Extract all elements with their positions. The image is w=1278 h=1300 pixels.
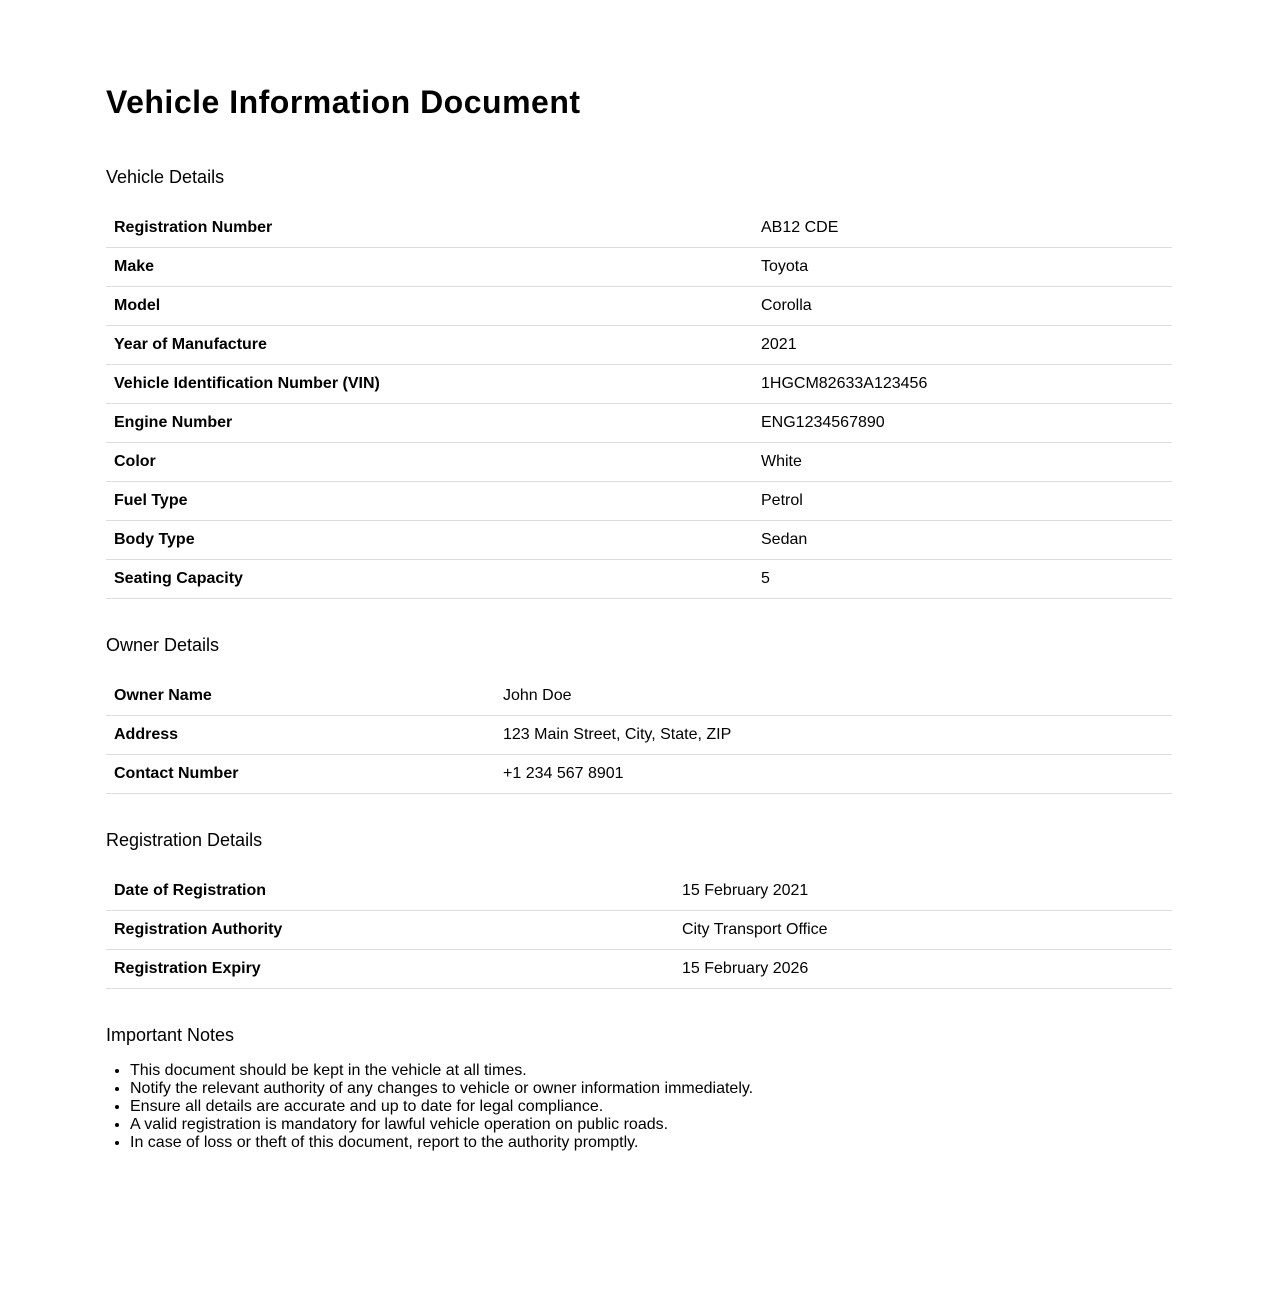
list-item: • Notify the relevant authority of any changes to vehicle or owner information immediately. xyxy=(130,1080,1172,1098)
field-label: Owner Name xyxy=(106,677,495,716)
field-value: Petrol xyxy=(753,482,1172,521)
table-row xyxy=(106,248,1172,287)
field-value: John Doe xyxy=(495,677,1172,716)
table-row xyxy=(106,365,1172,404)
field-label: Address xyxy=(106,716,495,755)
document-title: Vehicle Information Document xyxy=(106,84,581,120)
field-label: Year of Manufacture xyxy=(106,326,753,365)
field-label: Seating Capacity xyxy=(106,560,753,599)
list-item: • Ensure all details are accurate and up to date for legal compliance. xyxy=(130,1098,1172,1116)
list-item: • In case of loss or theft of this document, report to the authority promptly. xyxy=(130,1134,1172,1152)
field-label: Engine Number xyxy=(106,404,753,443)
table-row xyxy=(106,326,1172,365)
table-row xyxy=(106,716,1172,755)
table-row xyxy=(106,950,1172,989)
field-label: Registration Authority xyxy=(106,911,674,950)
important-notes-list xyxy=(106,1062,1172,1152)
important-notes-heading: Important Notes xyxy=(106,1025,235,1045)
field-label: Body Type xyxy=(106,521,753,560)
field-label: Color xyxy=(106,443,753,482)
field-value: 123 Main Street, City, State, ZIP xyxy=(495,716,1172,755)
field-label: Make xyxy=(106,248,753,287)
field-value: 15 February 2026 xyxy=(674,950,1172,989)
field-value: 1HGCM82633A123456 xyxy=(753,365,1172,404)
table-row xyxy=(106,911,1172,950)
list-item: • This document should be kept in the vehicle at all times. xyxy=(130,1062,1172,1080)
table-row xyxy=(106,443,1172,482)
field-value: Corolla xyxy=(753,287,1172,326)
field-label: Registration Expiry xyxy=(106,950,674,989)
field-value: City Transport Office xyxy=(674,911,1172,950)
list-item: • A valid registration is mandatory for lawful vehicle operation on public roads. xyxy=(130,1116,1172,1134)
field-value: Toyota xyxy=(753,248,1172,287)
owner-details-table xyxy=(106,677,1172,794)
owner-details-heading: Owner Details xyxy=(106,635,220,655)
field-label: Date of Registration xyxy=(106,872,674,911)
table-row xyxy=(106,521,1172,560)
field-label: Fuel Type xyxy=(106,482,753,521)
table-row xyxy=(106,209,1172,248)
table-row xyxy=(106,872,1172,911)
field-value: Sedan xyxy=(753,521,1172,560)
field-label: Contact Number xyxy=(106,755,495,794)
field-value: +1 234 567 8901 xyxy=(495,755,1172,794)
vehicle-details-table xyxy=(106,209,1172,599)
registration-details-table xyxy=(106,872,1172,989)
registration-details-heading: Registration Details xyxy=(106,830,263,850)
vehicle-details-heading: Vehicle Details xyxy=(106,167,225,187)
table-row xyxy=(106,482,1172,521)
field-value: 2021 xyxy=(753,326,1172,365)
table-row xyxy=(106,560,1172,599)
field-value: White xyxy=(753,443,1172,482)
table-row xyxy=(106,677,1172,716)
field-value: AB12 CDE xyxy=(753,209,1172,248)
field-value: ENG1234567890 xyxy=(753,404,1172,443)
table-row xyxy=(106,287,1172,326)
field-value: 15 February 2021 xyxy=(674,872,1172,911)
field-value: 5 xyxy=(753,560,1172,599)
field-label: Registration Number xyxy=(106,209,753,248)
field-label: Model xyxy=(106,287,753,326)
table-row xyxy=(106,755,1172,794)
table-row xyxy=(106,404,1172,443)
field-label: Vehicle Identification Number (VIN) xyxy=(106,365,753,404)
